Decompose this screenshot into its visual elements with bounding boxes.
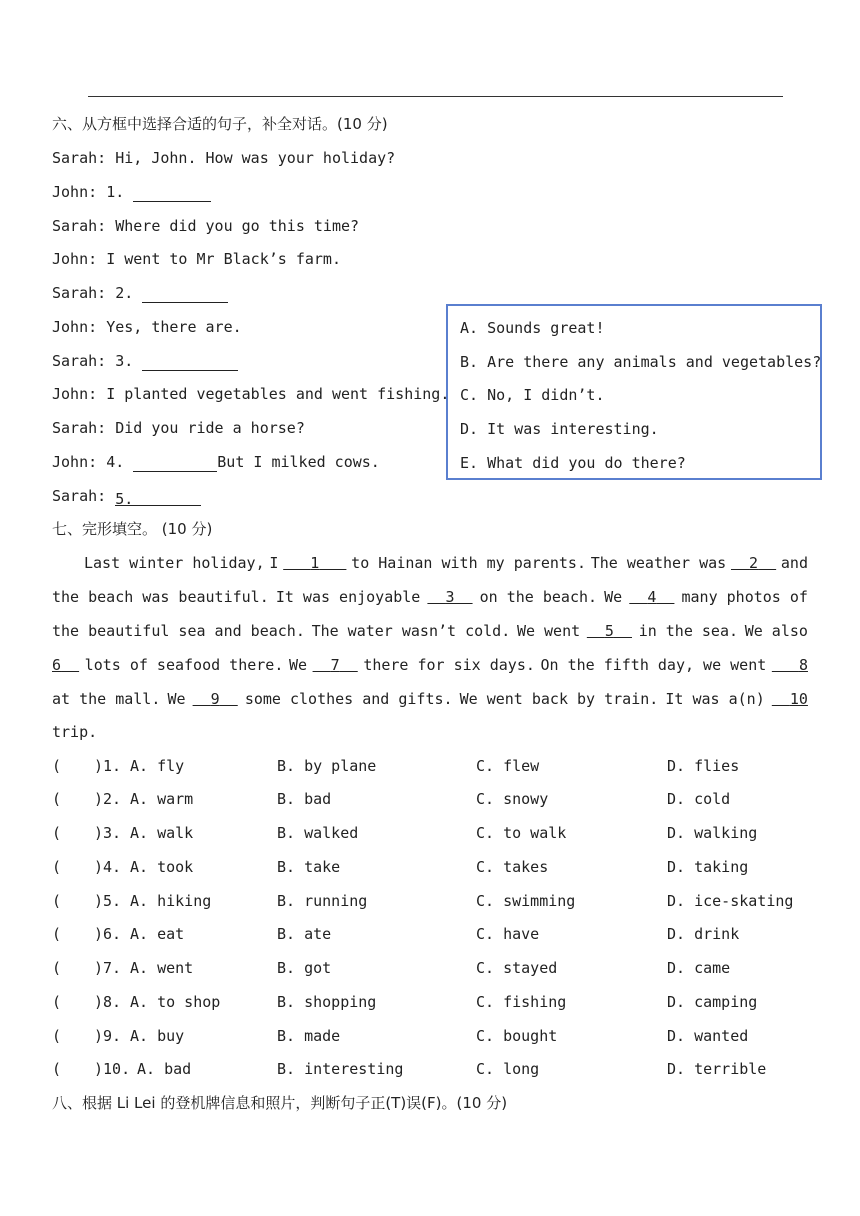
option-c: C. No, I didn’t. [460, 386, 605, 404]
dialogue-line-2: John: 1. [52, 182, 211, 202]
option-a: A. Sounds great! [460, 319, 605, 337]
question-3-option-b: B. walked [277, 824, 359, 842]
question-4-option-d: D. taking [667, 858, 749, 876]
question-7-question-number: )7. [94, 959, 122, 977]
question-6-option-b: B. ate [277, 925, 332, 943]
section7-title: 七、完形填空。 (10 分) [52, 520, 213, 538]
question-10-option-b: B. interesting [277, 1060, 404, 1078]
answer-blank-5[interactable]: 5. [115, 489, 201, 506]
passage-line-5: at the mall. We 9 some clothes and gifts. We went back by train. It was a(n) 10 [52, 690, 808, 708]
answer-blank-2[interactable] [142, 286, 228, 303]
answer-blank-1[interactable] [133, 185, 211, 202]
question-9-answer-paren[interactable]: ( [52, 1027, 62, 1045]
question-6-option-a: A. eat [130, 925, 185, 943]
dialogue-line-8: John: I planted vegetables and went fishing. [52, 385, 450, 403]
question-9-option-a: A. buy [130, 1027, 185, 1045]
question-5-option-a: A. hiking [130, 892, 212, 910]
question-2-answer-paren[interactable]: ( [52, 790, 62, 808]
gap-7: 7 [330, 656, 340, 674]
question-1-option-a: A. fly [130, 757, 185, 775]
question-6-question-number: )6. [94, 925, 122, 943]
question-2-option-b: B. bad [277, 790, 332, 808]
question-1-answer-paren[interactable]: ( [52, 757, 62, 775]
question-5-option-c: C. swimming [476, 892, 576, 910]
question-6-option-d: D. drink [667, 925, 740, 943]
question-9-option-c: C. bought [476, 1027, 558, 1045]
gap-9: 9 [210, 690, 220, 708]
question-4-option-c: C. takes [476, 858, 549, 876]
question-3-option-a: A. walk [130, 824, 194, 842]
question-10-option-d: D. terrible [667, 1060, 767, 1078]
question-8-option-d: D. camping [667, 993, 758, 1011]
question-6-answer-paren[interactable]: ( [52, 925, 62, 943]
question-7-option-a: A. went [130, 959, 194, 977]
dialogue-line-3: Sarah: Where did you go this time? [52, 217, 360, 235]
question-8-question-number: )8. [94, 993, 122, 1011]
answer-blank-4[interactable] [133, 455, 217, 472]
question-6-option-c: C. have [476, 925, 540, 943]
section8-title: 八、根据 Li Lei 的登机牌信息和照片，判断句子正(T)误(F)。(10 分) [52, 1094, 508, 1112]
question-5-answer-paren[interactable]: ( [52, 892, 62, 910]
passage-line-6: trip. [52, 723, 98, 741]
question-10-answer-paren[interactable]: ( [52, 1060, 62, 1078]
dialogue-line-7: Sarah: 3. [52, 351, 238, 371]
question-3-answer-paren[interactable]: ( [52, 824, 62, 842]
dialogue-line-5: Sarah: 2. [52, 283, 228, 303]
question-8-answer-paren[interactable]: ( [52, 993, 62, 1011]
question-10-option-a: A. bad [137, 1060, 192, 1078]
question-10-question-number: )10. [94, 1060, 131, 1078]
gap-8: 8 [798, 656, 808, 674]
question-7-answer-paren[interactable]: ( [52, 959, 62, 977]
option-d: D. It was interesting. [460, 420, 659, 438]
answer-blank-3[interactable] [142, 354, 238, 371]
dialogue-line-9: Sarah: Did you ride a horse? [52, 419, 305, 437]
dialogue-line-10: John: 4. But I milked cows. [52, 453, 380, 471]
question-1-question-number: )1. [94, 757, 122, 775]
dialogue-line-1: Sarah: Hi, John. How was your holiday? [52, 149, 396, 167]
question-2-option-d: D. cold [667, 790, 731, 808]
gap-5: 5 [604, 622, 614, 640]
question-7-option-d: D. came [667, 959, 731, 977]
question-7-option-c: C. stayed [476, 959, 558, 977]
option-e: E. What did you do there? [460, 454, 686, 472]
question-1-option-b: B. by plane [277, 757, 377, 775]
gap-4: 4 [647, 588, 657, 606]
section6-title: 六、从方框中选择合适的句子，补全对话。(10 分) [52, 115, 388, 133]
gap-1: 1 [310, 554, 320, 572]
question-9-option-d: D. wanted [667, 1027, 749, 1045]
gap-6: 6 [52, 656, 62, 674]
question-8-option-b: B. shopping [277, 993, 377, 1011]
options-box [446, 304, 822, 480]
question-7-option-b: B. got [277, 959, 332, 977]
question-4-question-number: )4. [94, 858, 122, 876]
question-3-option-c: C. to walk [476, 824, 567, 842]
question-9-option-b: B. made [277, 1027, 341, 1045]
passage-line-4: 6 lots of seafood there. We 7 there for six days. On the fifth day, we went 8 [52, 656, 808, 674]
question-4-option-b: B. take [277, 858, 341, 876]
gap-10: 10 [789, 690, 808, 708]
dialogue-line-4: John: I went to Mr Black’s farm. [52, 250, 341, 268]
question-8-option-c: C. fishing [476, 993, 567, 1011]
question-2-option-c: C. snowy [476, 790, 549, 808]
dialogue-line-6: John: Yes, there are. [52, 318, 242, 336]
dialogue-line-11: Sarah: 5. [52, 486, 201, 506]
gap-2: 2 [749, 554, 759, 572]
option-b: B. Are there any animals and vegetables? [460, 353, 822, 371]
passage-line-1: Last winter holiday, I 1 to Hainan with my parents. The weather was 2 and [84, 554, 808, 572]
question-1-option-c: C. flew [476, 757, 540, 775]
question-9-question-number: )9. [94, 1027, 122, 1045]
question-5-option-b: B. running [277, 892, 368, 910]
question-4-answer-paren[interactable]: ( [52, 858, 62, 876]
question-2-option-a: A. warm [130, 790, 194, 808]
passage-line-3: the beautiful sea and beach. The water wasn’t cold. We went 5 in the sea. We also [52, 622, 808, 640]
question-3-question-number: )3. [94, 824, 122, 842]
gap-3: 3 [445, 588, 455, 606]
question-5-option-d: D. ice-skating [667, 892, 794, 910]
question-4-option-a: A. took [130, 858, 194, 876]
question-3-option-d: D. walking [667, 824, 758, 842]
header-rule [88, 96, 783, 97]
passage-line-2: the beach was beautiful. It was enjoyable 3 on the beach. We 4 many photos of [52, 588, 808, 606]
question-10-option-c: C. long [476, 1060, 540, 1078]
question-1-option-d: D. flies [667, 757, 740, 775]
question-8-option-a: A. to shop [130, 993, 221, 1011]
question-2-question-number: )2. [94, 790, 122, 808]
question-5-question-number: )5. [94, 892, 122, 910]
